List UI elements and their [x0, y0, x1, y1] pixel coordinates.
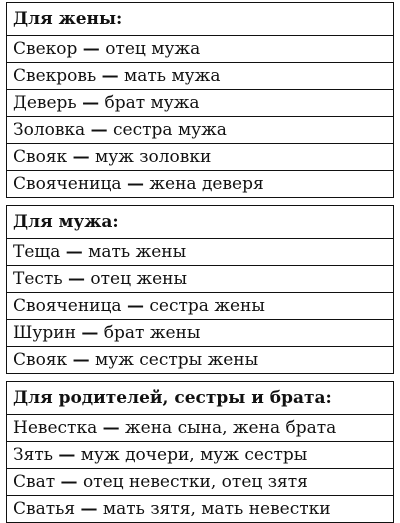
term-row — [7, 143, 393, 170]
definition: брат мужа — [104, 93, 200, 113]
term: Сват — [13, 472, 56, 492]
term: Сватья — [13, 499, 76, 519]
definition: жена деверя — [149, 174, 264, 194]
term: Теща — [13, 242, 61, 262]
section-for-husband — [6, 205, 394, 374]
dash: — — [72, 147, 90, 167]
term-row — [7, 89, 393, 116]
term-row — [7, 468, 393, 495]
section-for-parents-siblings — [6, 381, 394, 523]
definition: брат жены — [103, 323, 201, 343]
dash: — — [58, 445, 76, 465]
kinship-terms-document — [6, 2, 394, 523]
dash: — — [80, 499, 98, 519]
dash: — — [102, 418, 120, 438]
definition: муж сестры жены — [94, 350, 259, 370]
definition: отец жены — [90, 269, 188, 289]
section-title: Для родителей, сестры и брата: — [13, 388, 332, 408]
section-title: Для жены: — [13, 9, 123, 29]
term: Невестка — [13, 418, 98, 438]
dash: — — [82, 39, 100, 59]
dash: — — [81, 323, 99, 343]
term-row — [7, 35, 393, 62]
section-for-wife — [6, 2, 394, 198]
term-row — [7, 292, 393, 319]
term: Свояченица — [13, 296, 122, 316]
section-title: Для мужа: — [13, 212, 119, 232]
definition: сестра мужа — [113, 120, 227, 140]
term: Свояк — [13, 350, 68, 370]
dash: — — [65, 242, 83, 262]
definition: отец невестки, отец зятя — [82, 472, 308, 492]
term: Деверь — [13, 93, 77, 113]
term: Свояченица — [13, 174, 122, 194]
definition: жена сына, жена брата — [125, 418, 337, 438]
term-row — [7, 441, 393, 468]
term: Золовка — [13, 120, 86, 140]
dash: — — [90, 120, 108, 140]
dash: — — [68, 269, 85, 289]
dash: — — [101, 66, 119, 86]
definition: отец мужа — [105, 39, 201, 59]
dash: — — [126, 296, 144, 316]
dash: — — [82, 93, 100, 113]
term-row — [7, 319, 393, 346]
definition: мать зятя, мать невестки — [102, 499, 331, 519]
term-row — [7, 495, 393, 522]
definition: муж золовки — [94, 147, 212, 167]
term-row — [7, 346, 393, 373]
term: Свекор — [13, 39, 78, 59]
term-row — [7, 170, 393, 197]
term: Свекровь — [13, 66, 97, 86]
term-row — [7, 116, 393, 143]
dash: — — [126, 174, 144, 194]
dash: — — [72, 350, 90, 370]
definition: муж дочери, муж сестры — [80, 445, 308, 465]
definition: мать жены — [88, 242, 187, 262]
term-row — [7, 238, 393, 265]
definition: сестра жены — [149, 296, 265, 316]
term: Тесть — [13, 269, 63, 289]
dash: — — [60, 472, 78, 492]
term-row — [7, 62, 393, 89]
term: Свояк — [13, 147, 68, 167]
term-row — [7, 414, 393, 441]
term: Шурин — [13, 323, 76, 343]
term-row — [7, 265, 393, 292]
definition: мать мужа — [124, 66, 221, 86]
term: Зять — [13, 445, 53, 465]
